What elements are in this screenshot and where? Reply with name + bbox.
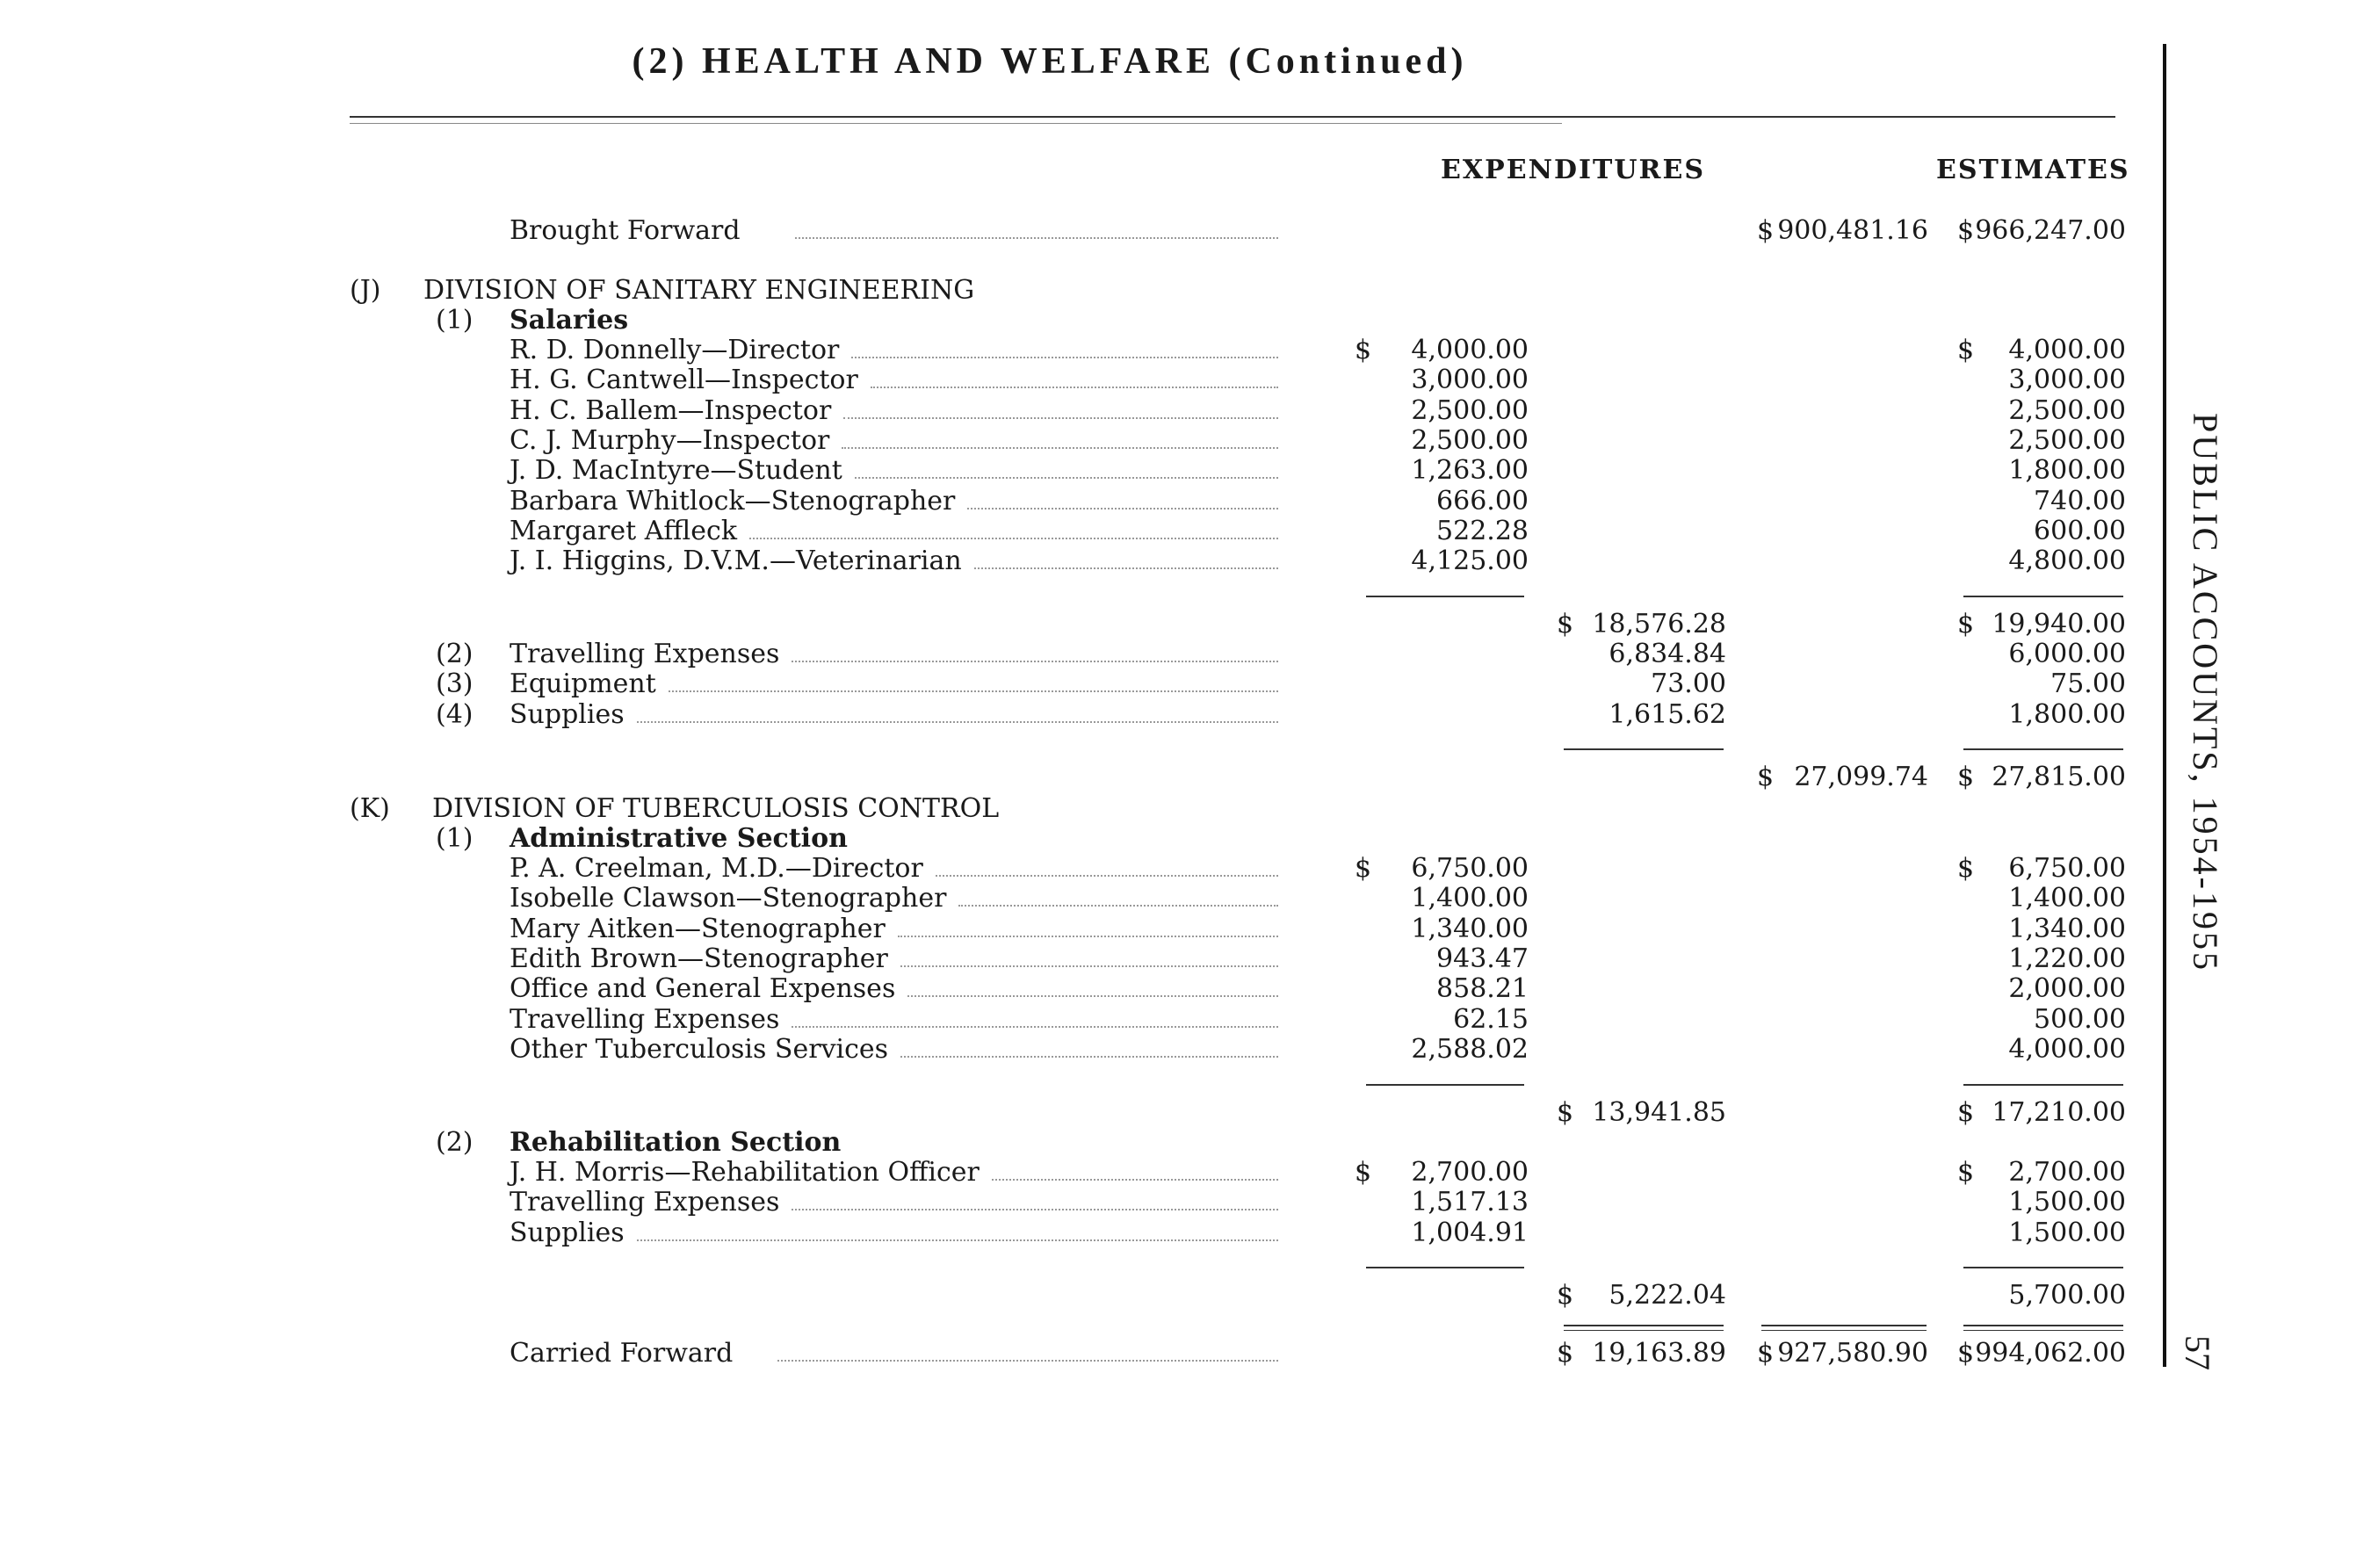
dollar-sign: $: [1957, 609, 1975, 639]
dot-leader: [842, 447, 1278, 449]
rehab-heading: [0, 1128, 2161, 1158]
row-label: Brought Forward: [510, 215, 741, 246]
item-expenditure: 4,000.00: [1411, 335, 1529, 365]
dot-leader: [792, 1209, 1278, 1210]
item-number: (2): [436, 639, 474, 669]
carried-forward-expenditure: 927,580.90: [1777, 1338, 1928, 1369]
dollar-sign: $: [1355, 853, 1372, 884]
division-title: DIVISION OF TUBERCULOSIS CONTROL: [432, 793, 1000, 824]
dot-leader: [855, 477, 1278, 479]
item-expenditure: 1,340.00: [1411, 913, 1529, 944]
item-estimate: 4,800.00: [2008, 546, 2126, 577]
section-number: (1): [436, 305, 474, 336]
line-item: [0, 456, 2161, 486]
rehab-total-row: [0, 1281, 2161, 1311]
item-estimate: 6,750.00: [2008, 853, 2126, 884]
admin-total-estimate: 17,210.00: [1992, 1097, 2126, 1128]
section-title: Administrative Section: [510, 823, 848, 854]
item-estimate: 1,500.00: [2008, 1187, 2126, 1218]
dollar-sign: $: [1957, 1157, 1975, 1188]
row-label: Carried Forward: [510, 1338, 734, 1369]
item-label: Supplies: [510, 698, 625, 730]
dollar-sign: $: [1957, 215, 1975, 246]
item-expenditure: 666.00: [1436, 485, 1529, 517]
header-rule: [350, 116, 2115, 118]
item-label: Barbara Whitlock—Stenographer: [510, 485, 956, 517]
item-label: J. I. Higgins, D.V.M.—Veterinarian: [510, 546, 962, 577]
line-item: [0, 914, 2161, 944]
dollar-sign: $: [1557, 1338, 1574, 1369]
item-label: Mary Aitken—Stenographer: [510, 913, 886, 944]
item-label: P. A. Creelman, M.D.—Director: [510, 853, 923, 884]
section-number: (1): [436, 823, 474, 854]
dollar-sign: $: [1557, 609, 1574, 639]
division-letter: (J): [350, 275, 381, 306]
item-expenditure: 1,004.91: [1411, 1217, 1529, 1248]
dot-leader: [637, 1239, 1278, 1241]
line-item: [0, 396, 2161, 426]
item-label: J. H. Morris—Rehabilitation Officer: [510, 1157, 980, 1188]
item-expenditure: 1,517.13: [1411, 1187, 1529, 1218]
dot-leader: [843, 417, 1278, 419]
total-rule: [1963, 1325, 2123, 1326]
line-item: [0, 426, 2161, 456]
dot-leader: [967, 508, 1278, 509]
admin-total-row: [0, 1098, 2161, 1128]
item-estimate: 1,220.00: [2008, 943, 2126, 974]
line-item: [0, 336, 2161, 365]
item-expenditure: 1,615.62: [1609, 698, 1726, 730]
division-j-heading: [0, 276, 2161, 306]
item-label: Office and General Expenses: [510, 973, 896, 1005]
item-number: (3): [436, 668, 474, 700]
subtotal-rule: [1366, 1084, 1524, 1086]
item-expenditure: 1,400.00: [1411, 883, 1529, 914]
item-expenditure: 2,588.02: [1411, 1033, 1529, 1065]
dollar-sign: $: [1355, 335, 1372, 365]
line-item: [0, 944, 2161, 974]
dollar-sign: $: [1957, 1097, 1975, 1128]
dollar-sign: $: [1557, 1280, 1574, 1311]
item-label: Supplies: [510, 1217, 625, 1248]
item-estimate: 1,500.00: [2008, 1217, 2126, 1248]
dot-leader: [637, 721, 1278, 723]
item-estimate: 2,500.00: [2008, 394, 2126, 426]
line-item: [0, 669, 2161, 699]
item-estimate: 1,400.00: [2008, 883, 2126, 914]
item-label: J. D. MacIntyre—Student: [510, 455, 842, 487]
line-item: [0, 1188, 2161, 1218]
admin-total-expenditure: 13,941.85: [1592, 1097, 1726, 1128]
carried-forward-section-total: 19,163.89: [1592, 1338, 1726, 1369]
dollar-sign: $: [1557, 1097, 1574, 1128]
line-item: [0, 517, 2161, 546]
item-expenditure: 2,500.00: [1411, 394, 1529, 426]
dollar-sign: $: [1957, 335, 1975, 365]
division-j-total-row: [0, 762, 2161, 792]
dot-leader: [749, 538, 1278, 539]
col-header-estimates: ESTIMATES: [1936, 155, 2130, 185]
item-label: Edith Brown—Stenographer: [510, 943, 888, 974]
item-expenditure: 943.47: [1436, 943, 1529, 974]
item-label: Other Tuberculosis Services: [510, 1033, 889, 1065]
carried-forward-row: [0, 1339, 2161, 1369]
line-item: [0, 1035, 2161, 1065]
side-caption: PUBLIC ACCOUNTS, 1954-1955: [2186, 413, 2225, 972]
subtotal-rule: [1564, 748, 1724, 750]
item-expenditure: 4,125.00: [1411, 546, 1529, 577]
division-j-total-expenditure: 27,099.74: [1794, 762, 1928, 792]
rehab-total-estimate: 5,700.00: [2008, 1280, 2126, 1311]
division-j-total-estimate: 27,815.00: [1992, 762, 2126, 792]
line-item: [0, 700, 2161, 730]
brought-forward-row: [0, 216, 2161, 246]
item-estimate: 600.00: [2034, 515, 2126, 546]
item-estimate: 4,000.00: [2008, 1033, 2126, 1065]
total-rule: [1564, 1330, 1724, 1331]
dollar-sign: $: [1957, 1338, 1975, 1369]
item-estimate: 2,000.00: [2008, 973, 2126, 1005]
subtotal-rule: [1366, 596, 1524, 597]
item-estimate: 75.00: [2050, 668, 2126, 700]
dot-leader: [792, 661, 1278, 662]
item-estimate: 3,000.00: [2008, 365, 2126, 396]
admin-heading: [0, 824, 2161, 854]
col-header-expenditures: EXPENDITURES: [1441, 155, 1705, 185]
item-label: H. C. Ballem—Inspector: [510, 394, 832, 426]
dot-leader: [936, 875, 1278, 877]
dot-leader: [907, 995, 1278, 997]
line-item: [0, 1005, 2161, 1035]
item-expenditure: 73.00: [1651, 668, 1726, 700]
total-rule: [1761, 1330, 1927, 1331]
brought-forward-expenditure: 900,481.16: [1777, 215, 1928, 246]
dot-leader: [851, 357, 1278, 358]
brought-forward-estimate: 966,247.00: [1975, 215, 2126, 246]
subtotal-rule: [1366, 1267, 1524, 1268]
dollar-sign: $: [1757, 762, 1775, 792]
item-estimate: 4,000.00: [2008, 335, 2126, 365]
item-expenditure: 858.21: [1436, 973, 1529, 1005]
item-estimate: 1,800.00: [2008, 455, 2126, 487]
subtotal-rule: [1963, 1084, 2123, 1086]
dot-leader: [898, 936, 1278, 937]
line-item: [0, 487, 2161, 517]
item-estimate: 500.00: [2034, 1003, 2126, 1035]
dollar-sign: $: [1757, 215, 1775, 246]
item-label: Margaret Affleck: [510, 515, 738, 546]
item-estimate: 740.00: [2034, 485, 2126, 517]
page-title: (2) HEALTH AND WELFARE (Continued): [632, 41, 1468, 82]
dot-leader: [795, 237, 1278, 239]
dollar-sign: $: [1355, 1157, 1372, 1188]
item-expenditure: 522.28: [1436, 515, 1529, 546]
item-expenditure: 6,834.84: [1609, 639, 1726, 669]
item-label: Isobelle Clawson—Stenographer: [510, 883, 947, 914]
section-number: (2): [436, 1127, 474, 1158]
item-estimate: 1,340.00: [2008, 913, 2126, 944]
line-item: [0, 974, 2161, 1004]
salaries-total-expenditure: 18,576.28: [1592, 609, 1726, 639]
salaries-heading: [0, 306, 2161, 336]
division-k-heading: [0, 794, 2161, 824]
dollar-sign: $: [1957, 853, 1975, 884]
dot-leader: [974, 567, 1278, 569]
subtotal-rule: [1963, 748, 2123, 750]
dot-leader: [871, 387, 1278, 388]
subtotal-rule: [1963, 596, 2123, 597]
item-label: H. G. Cantwell—Inspector: [510, 365, 858, 396]
item-expenditure: 6,750.00: [1411, 853, 1529, 884]
item-expenditure: 2,500.00: [1411, 424, 1529, 456]
line-item: [0, 365, 2161, 395]
item-label: Travelling Expenses: [510, 1003, 780, 1035]
header-rule-secondary: [350, 123, 1562, 124]
item-estimate: 2,700.00: [2008, 1157, 2126, 1188]
line-item: [0, 884, 2161, 914]
salaries-total-estimate: 19,940.00: [1992, 609, 2126, 639]
dot-leader: [958, 905, 1278, 907]
item-estimate: 2,500.00: [2008, 424, 2126, 456]
dot-leader: [900, 965, 1278, 967]
item-label: Equipment: [510, 668, 656, 700]
dollar-sign: $: [1957, 762, 1975, 792]
rehab-total-expenditure: 5,222.04: [1609, 1280, 1726, 1311]
dot-leader: [669, 690, 1278, 692]
item-label: R. D. Donnelly—Director: [510, 335, 840, 365]
total-rule: [1761, 1325, 1927, 1326]
dot-leader: [777, 1360, 1278, 1362]
division-letter: (K): [350, 793, 390, 824]
item-label: C. J. Murphy—Inspector: [510, 424, 830, 456]
line-item: [0, 546, 2161, 576]
item-expenditure: 1,263.00: [1411, 455, 1529, 487]
item-number: (4): [436, 698, 474, 730]
item-label: Travelling Expenses: [510, 1187, 780, 1218]
dot-leader: [992, 1179, 1278, 1181]
division-title: DIVISION OF SANITARY ENGINEERING: [423, 275, 975, 306]
item-expenditure: 3,000.00: [1411, 365, 1529, 396]
section-title: Salaries: [510, 305, 629, 336]
line-item: [0, 1158, 2161, 1188]
total-rule: [1963, 1330, 2123, 1331]
dot-leader: [900, 1056, 1278, 1058]
item-estimate: 1,800.00: [2008, 698, 2126, 730]
subtotal-rule: [1963, 1267, 2123, 1268]
item-estimate: 6,000.00: [2008, 639, 2126, 669]
total-rule: [1564, 1325, 1724, 1326]
line-item: [0, 854, 2161, 884]
item-expenditure: 62.15: [1453, 1003, 1529, 1035]
section-title: Rehabilitation Section: [510, 1127, 842, 1158]
dollar-sign: $: [1757, 1338, 1775, 1369]
line-item: [0, 1218, 2161, 1248]
margin-rule: [2163, 44, 2166, 1367]
carried-forward-estimate: 994,062.00: [1975, 1338, 2126, 1369]
item-label: Travelling Expenses: [510, 639, 780, 669]
salaries-total-row: [0, 610, 2161, 639]
dot-leader: [792, 1026, 1278, 1028]
line-item: [0, 639, 2161, 669]
item-expenditure: 2,700.00: [1411, 1157, 1529, 1188]
page-number: 57: [2178, 1335, 2217, 1370]
